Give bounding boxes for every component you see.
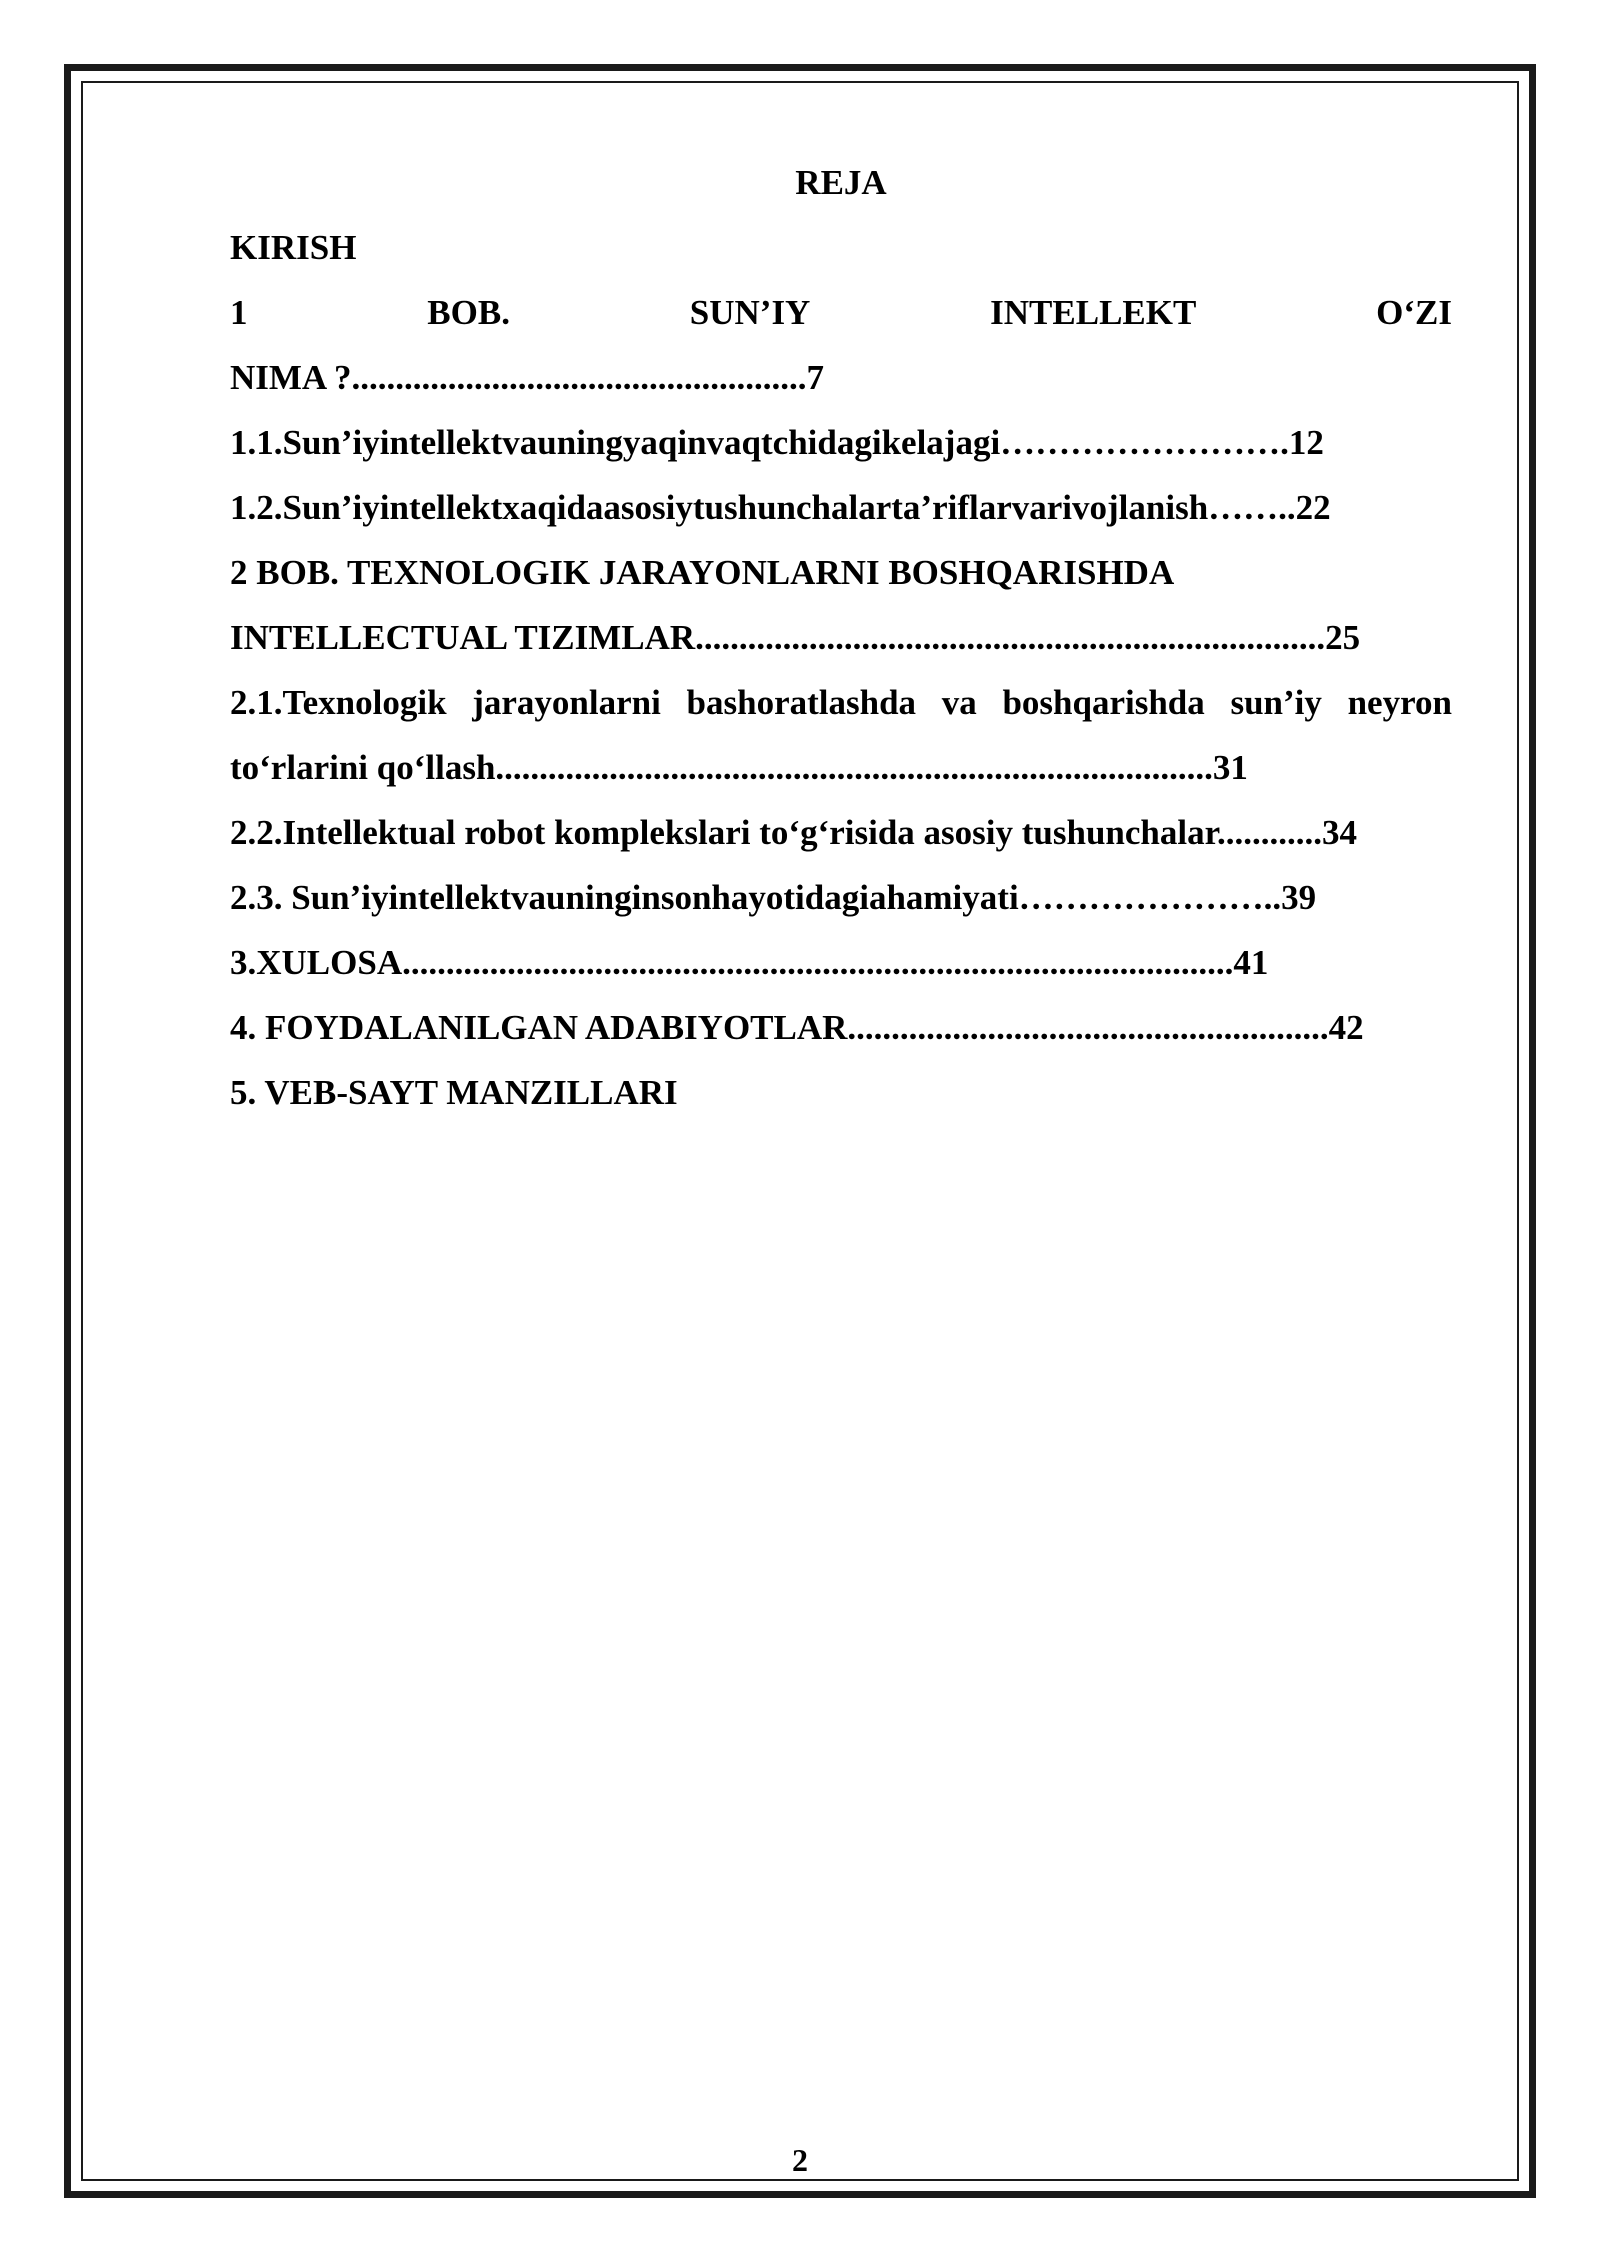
toc-word: O‘ZI: [1376, 293, 1452, 332]
page-number: 2: [792, 2142, 808, 2178]
toc-word: bashoratlashda: [686, 683, 917, 722]
toc-entry-chapter1: [230, 280, 1452, 345]
toc-word: va: [941, 683, 977, 722]
toc-entry-chapter2: 2 BOB. TEXNOLOGIK JARAYONLARNI BOSHQARISHDA: [230, 553, 1175, 592]
toc-word: SUN’IY: [689, 293, 811, 332]
toc-word: jarayonlarni: [472, 683, 661, 722]
toc-entry-chapter2-cont: INTELLECTUAL TIZIMLAR........................................................................25: [230, 618, 1361, 657]
toc-entry-1-2: 1.2.Sun’iyintellektxaqidaasosiytushunchalarta’riflarvarivojlanish……..22: [230, 488, 1331, 527]
toc-entry-intro: KIRISH: [230, 228, 357, 267]
toc-word: boshqarishda: [1002, 683, 1205, 722]
toc-word: INTELLEKT: [990, 293, 1197, 332]
toc-word: 1: [230, 293, 248, 332]
toc-word: sun’iy: [1230, 683, 1322, 722]
toc-entry-2-3: 2.3. Sun’iyintellektvauninginsonhayotidagiahamiyati…………………..39: [230, 878, 1317, 917]
toc-word: 2.1.Texnologik: [230, 683, 447, 722]
toc-word: BOB.: [427, 293, 510, 332]
toc-entry-conclusion: 3.XULOSA...............................................................................................41: [230, 943, 1269, 982]
toc-word: neyron: [1347, 683, 1452, 722]
toc-entry-references: 4. FOYDALANILGAN ADABIYOTLAR.......................................................42: [230, 1008, 1364, 1047]
toc-entry-2-1-cont: to‘rlarini qo‘llash..................................................................................31: [230, 748, 1248, 787]
toc-entry-chapter1-cont: NIMA ?....................................................7: [230, 358, 825, 397]
toc-entry-1-1: 1.1.Sun’iyintellektvauningyaqinvaqtchidagikelajagi…………………….12: [230, 423, 1324, 462]
toc-entry-2-1: [230, 670, 1452, 735]
toc-entry-2-2: 2.2.Intellektual robot komplekslari to‘g‘risida asosiy tushunchalar............34: [230, 813, 1357, 852]
table-of-contents: [230, 150, 1452, 1125]
toc-entry-websites: 5. VEB-SAYT MANZILLARI: [230, 1073, 678, 1112]
toc-title: REJA: [795, 163, 887, 202]
